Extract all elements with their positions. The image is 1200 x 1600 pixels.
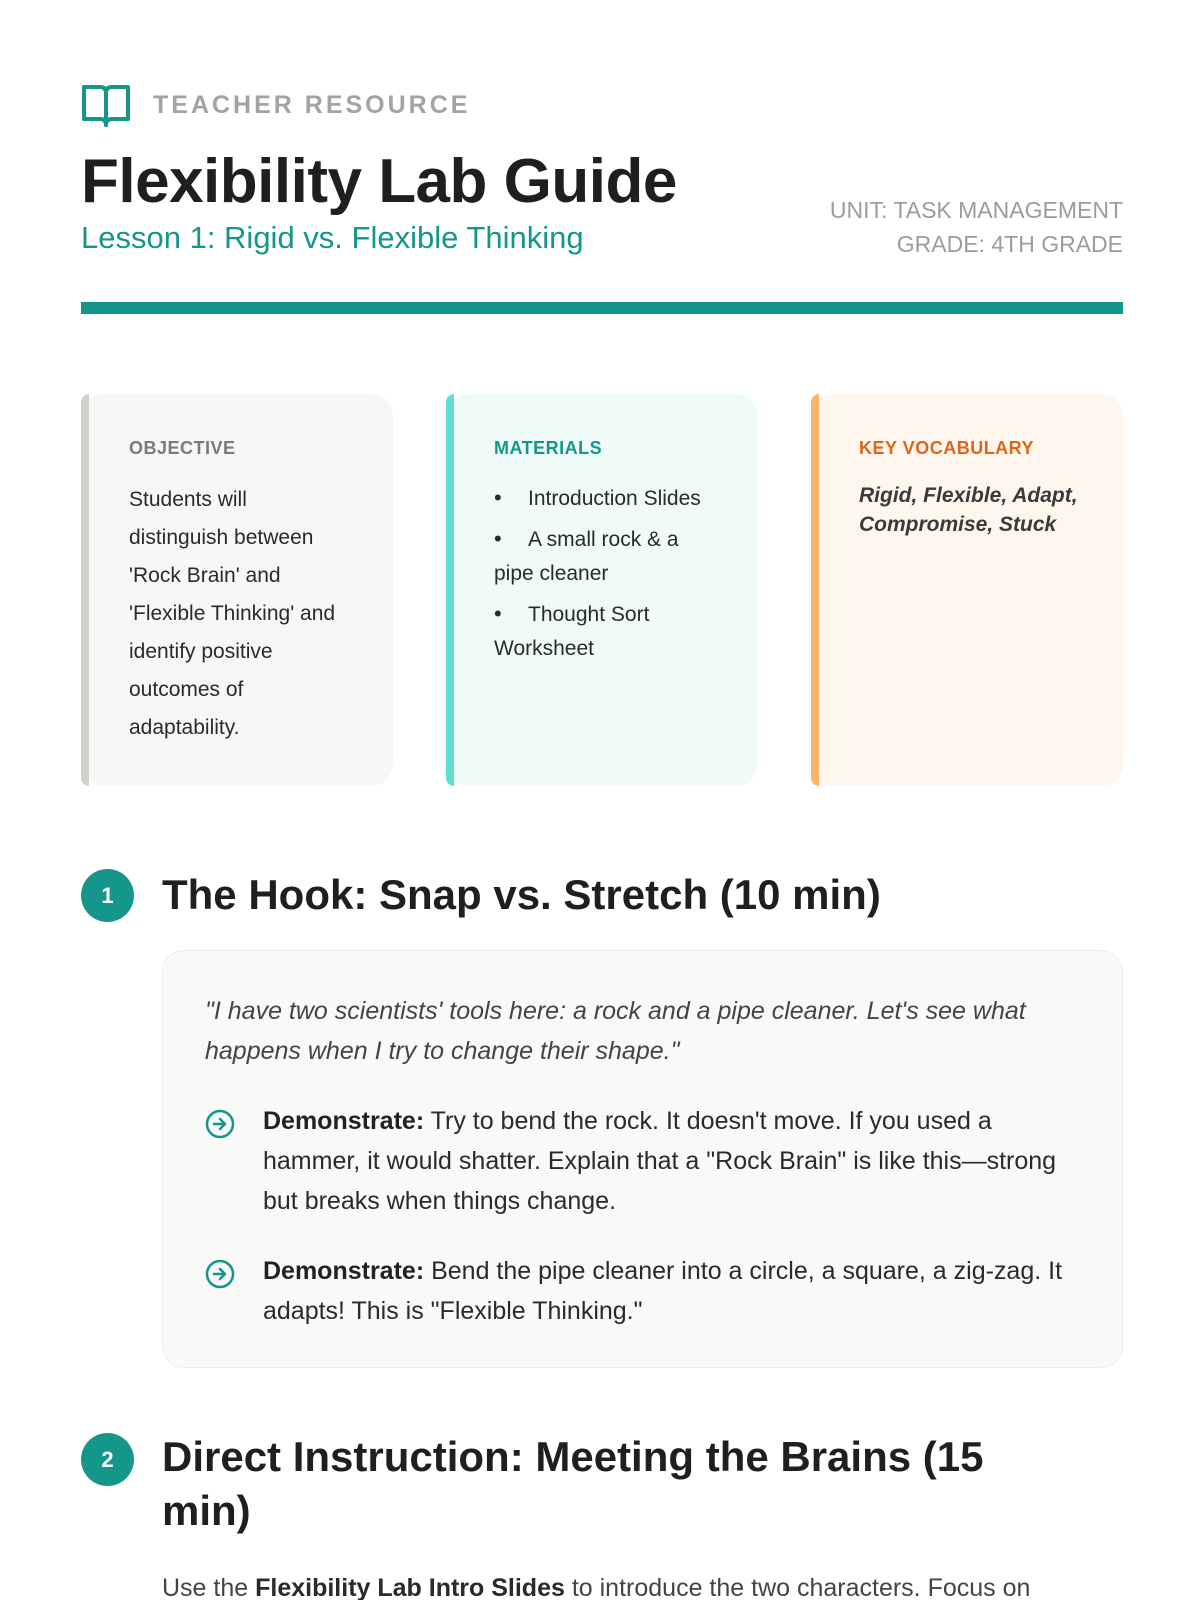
material-text: Thought Sort Worksheet [494,603,650,660]
step-label: Demonstrate: [263,1257,425,1285]
bullet-icon: • [494,485,502,510]
section-title: Direct Instruction: Meeting the Brains (15 min) [162,1433,984,1534]
objective-card [81,394,393,786]
list-item [494,481,714,516]
materials-label: MATERIALS [494,438,603,458]
materials-list [494,481,714,666]
intro-bold: Flexibility Lab Intro Slides [255,1574,565,1600]
unit-meta [830,193,1123,261]
objective-label: OBJECTIVE [129,438,236,458]
intro-suffix: to introduce the two characters. Focus on [564,1574,1031,1600]
arrow-circle-right-icon [205,1259,235,1289]
unit-label: UNIT: TASK MANAGEMENT [829,197,1123,223]
step-item [205,1251,1080,1331]
grade-label: GRADE: 4TH GRADE [896,231,1123,257]
material-text: Introduction Slides [528,487,701,510]
script-box [162,950,1123,1368]
step-number-badge: 2 [81,1433,134,1486]
eyebrow [81,82,470,128]
list-item [494,597,714,666]
section-2-intro [162,1568,1123,1600]
intro-prefix: Use the [162,1574,256,1600]
arrow-circle-right-icon [205,1109,235,1139]
materials-card [446,394,758,786]
objective-text: Students will distinguish between 'Rock Brain' and 'Flexible Thinking' and identify positive outcomes of adaptability. [129,488,336,739]
step-number-badge: 1 [81,869,134,922]
material-text: A small rock & a pipe cleaner [494,528,679,585]
section-1-heading [81,868,881,922]
step-text: Bend the pipe cleaner into a circle, a square, a zig-zag. It adapts! This is "Flexible Thinking." [263,1257,1063,1325]
vocabulary-text: Rigid, Flexible, Adapt, Compromise, Stuck [859,484,1078,536]
vocabulary-label: KEY VOCABULARY [859,438,1035,458]
step-text: Try to bend the rock. It doesn't move. If you used a hammer, it would shatter. Explain that a "Rock Brain" is like this—strong but breaks when things change. [263,1107,1057,1215]
teacher-quote: "I have two scientists' tools here: a rock and a pipe cleaner. Let's see what happens when I try to change their shape." [205,997,1026,1065]
header-divider [81,302,1123,314]
section-2-heading [81,1430,1123,1538]
vocabulary-card [811,394,1123,786]
step-item [205,1101,1080,1221]
list-item [494,522,714,591]
step-label: Demonstrate: [263,1107,425,1135]
bullet-icon: • [494,526,502,551]
bullet-icon: • [494,601,502,626]
open-book-icon [81,82,131,128]
lesson-subtitle: Lesson 1: Rigid vs. Flexible Thinking [81,220,584,255]
eyebrow-label: TEACHER RESOURCE [153,90,471,119]
section-title: The Hook: Snap vs. Stretch (10 min) [162,871,881,918]
page-title: Flexibility Lab Guide [81,147,677,216]
